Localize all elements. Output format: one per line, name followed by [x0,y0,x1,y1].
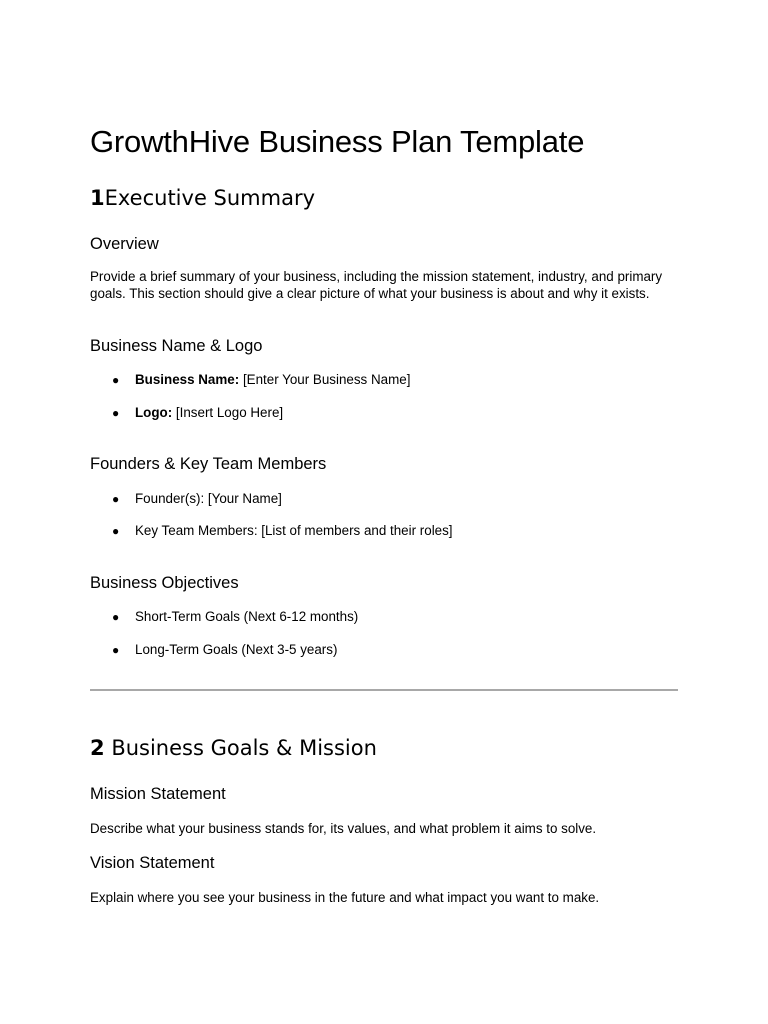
bullet-icon: ● [112,610,120,624]
subheading-mission: Mission Statement [90,785,226,803]
section-heading-executive-summary [90,186,315,210]
document-title: GrowthHive Business Plan Template [90,124,585,159]
subheading-overview: Overview [90,235,159,253]
field-label: Logo: [135,405,173,420]
section-divider [90,689,678,691]
list-item-text: Short-Term Goals (Next 6-12 months) [135,609,359,624]
subheading-objectives: Business Objectives [90,574,239,592]
list-item-text: Long-Term Goals (Next 3-5 years) [135,642,338,657]
field-label: Business Name: [135,372,240,387]
section-number: 2 [90,736,105,760]
bullet-icon: ● [112,492,120,506]
overview-paragraph: Provide a brief summary of your business, including the mission statement, industry, and primary goals. This section should give a clear picture of what your business is about and why it exists. [90,269,663,301]
section-title: Executive Summary [104,186,316,210]
bullet-icon: ● [112,643,120,657]
bullet-icon: ● [112,373,120,387]
section-number: 1 [90,186,105,210]
bullet-icon: ● [112,406,120,420]
subheading-vision: Vision Statement [90,854,215,872]
list-item-text: Key Team Members: [List of members and their roles] [135,523,453,538]
field-value: [Insert Logo Here] [175,405,284,420]
section-heading-goals-mission [90,736,377,760]
subheading-business-name-logo: Business Name & Logo [90,337,263,355]
field-value: [Enter Your Business Name] [242,372,411,387]
mission-paragraph: Describe what your business stands for, its values, and what problem it aims to solve. [90,821,597,836]
section-title: Business Goals & Mission [111,736,377,760]
vision-paragraph: Explain where you see your business in the future and what impact you want to make. [90,890,600,905]
bullet-icon: ● [112,524,120,538]
list-item-text: Founder(s): [Your Name] [135,491,282,506]
subheading-founders: Founders & Key Team Members [90,455,327,473]
